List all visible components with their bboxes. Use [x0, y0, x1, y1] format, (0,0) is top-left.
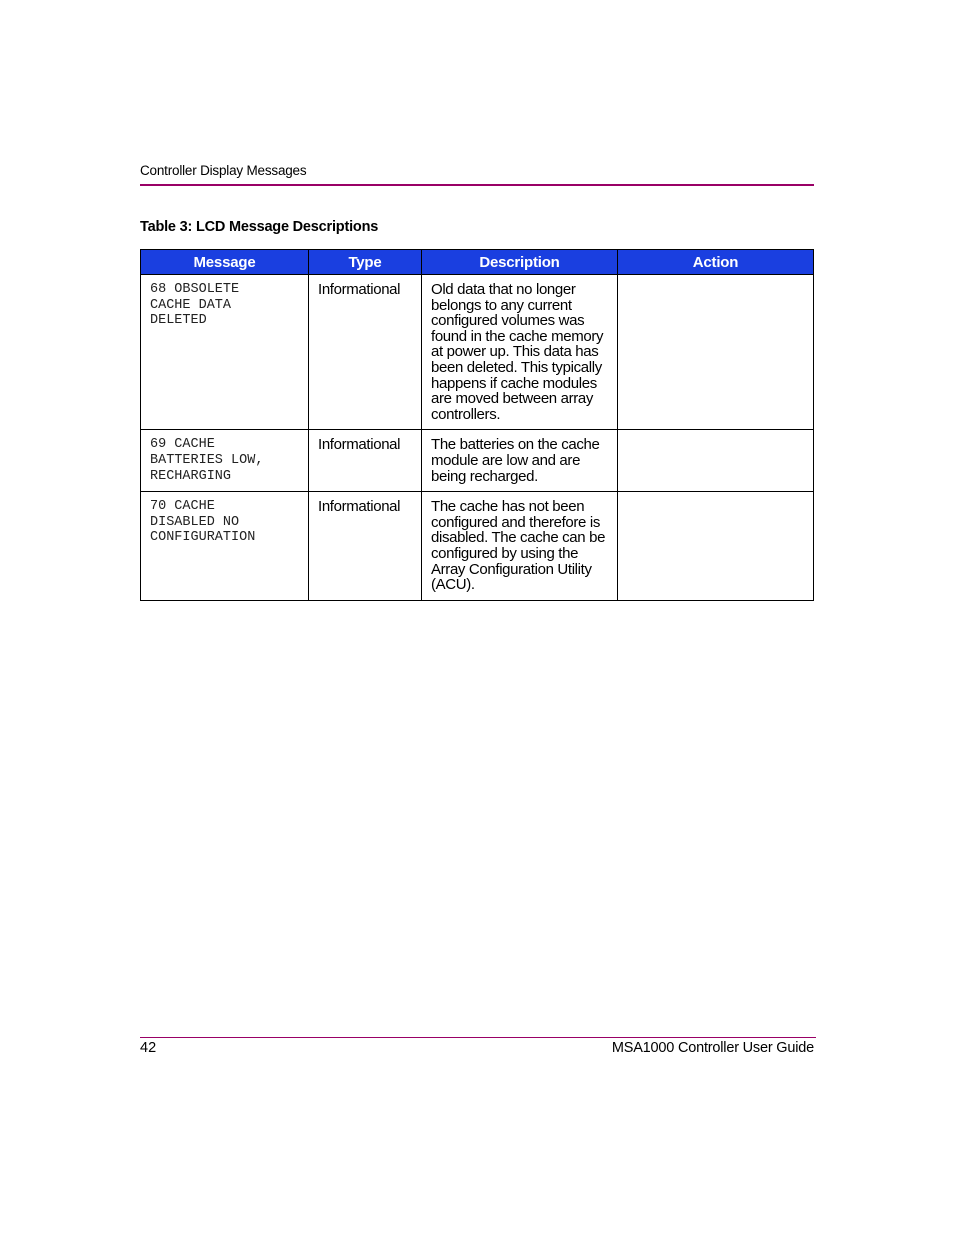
description-cell: The batteries on the cache module are low and are being recharged.: [422, 430, 618, 492]
message-cell: 70 CACHE DISABLED NO CONFIGURATION: [141, 492, 309, 601]
header-rule: [140, 184, 814, 186]
description-cell: The cache has not been configured and therefore is disabled. The cache can be configured by using the Array Configuration Utility (ACU).: [422, 492, 618, 601]
type-cell: Informational: [309, 430, 422, 492]
description-cell: Old data that no longer belongs to any current configured volumes was found in the cache memory at power up. This data has been deleted. This typically happens if cache modules are moved between array controllers.: [422, 275, 618, 430]
footer-rule: [140, 1037, 816, 1038]
lcd-message-table: [140, 249, 814, 601]
type-cell: Informational: [309, 275, 422, 430]
table-row: [141, 430, 814, 492]
column-header-action: Action: [618, 250, 814, 275]
type-cell: Informational: [309, 492, 422, 601]
column-header-type: Type: [309, 250, 422, 275]
action-cell: [618, 275, 814, 430]
page-number: 42: [140, 1040, 157, 1056]
action-cell: [618, 430, 814, 492]
guide-title: MSA1000 Controller User Guide: [611, 1040, 814, 1056]
table-row: [141, 492, 814, 601]
table-caption: Table 3: LCD Message Descriptions: [140, 219, 379, 235]
column-header-description: Description: [422, 250, 618, 275]
running-header: Controller Display Messages: [140, 163, 307, 178]
action-cell: [618, 492, 814, 601]
table-row: [141, 275, 814, 430]
message-cell: 69 CACHE BATTERIES LOW, RECHARGING: [141, 430, 309, 492]
message-cell: 68 OBSOLETE CACHE DATA DELETED: [141, 275, 309, 430]
table-header-row: [141, 250, 814, 275]
column-header-message: Message: [141, 250, 309, 275]
